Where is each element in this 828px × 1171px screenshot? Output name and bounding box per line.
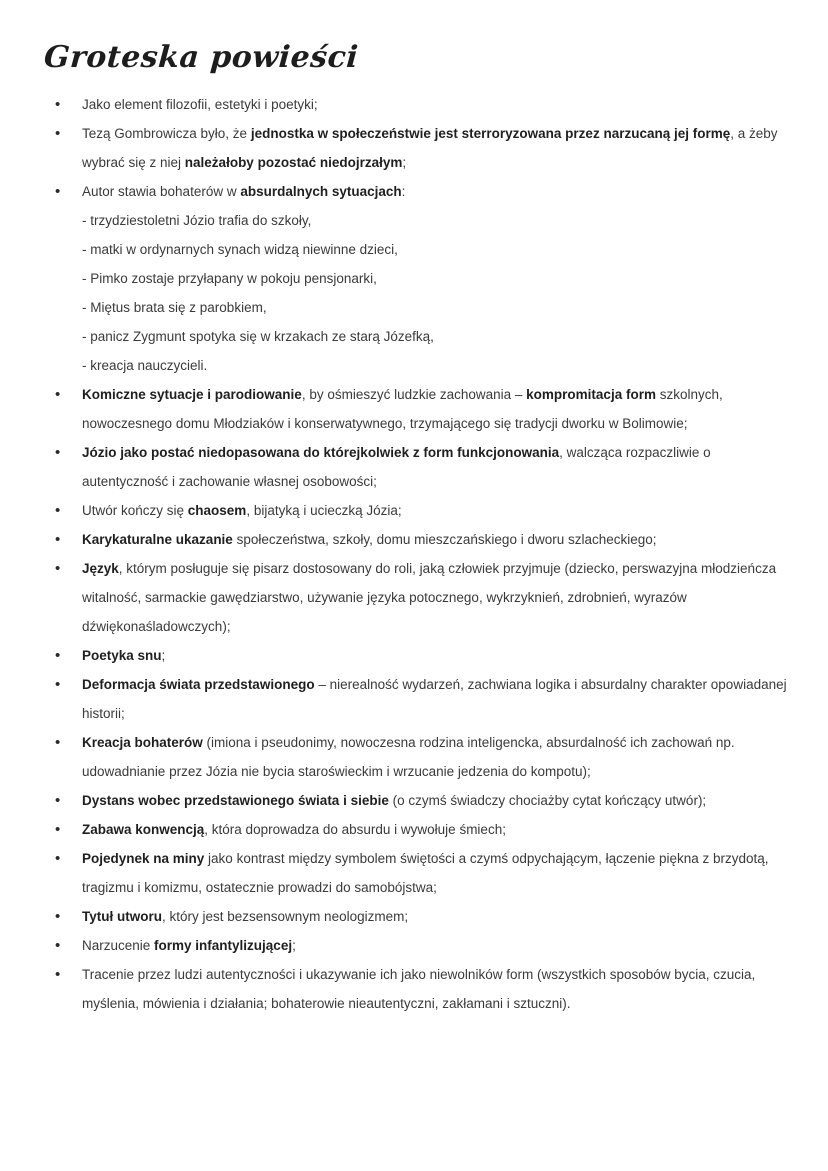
bullet-icon: • — [55, 96, 61, 113]
list-item-text — [82, 496, 800, 525]
list-item-line: Tezą Gombrowicza było, że jednostka w społeczeństwie jest sterroryzowana przez narzucaną jej formę, a żeby wybrać się z niej należałoby pozostać niedojrzałym; — [82, 126, 778, 170]
list-item-line: Narzucenie formy infantylizującej; — [82, 938, 296, 953]
list-item-text — [82, 844, 800, 902]
list-item — [55, 728, 800, 786]
list-item-line: Dystans wobec przedstawionego świata i siebie (o czymś świadczy chociażby cytat kończący utwór); — [82, 793, 707, 808]
list-item-line: Komiczne sytuacje i parodiowanie, by ośmieszyć ludzkie zachowania – kompromitacja form szkolnych, nowoczesnego domu Młodziaków i konserwatywnego, trzymającego się tradycji dworku w Bolimowie; — [82, 387, 723, 431]
list-item-line: Kreacja bohaterów (imiona i pseudonimy, nowoczesna rodzina inteligencka, absurdalność ich zachowań np. udowadnianie przez Józia nie bycia staroświeckim i wrzucanie jedzenia do kompotu); — [82, 735, 735, 779]
bullet-icon: • — [55, 850, 61, 867]
bullet-icon: • — [55, 734, 61, 751]
bullet-icon: • — [55, 183, 61, 200]
page-title: Groteska powieści — [42, 40, 360, 75]
list-item-text — [82, 119, 800, 177]
list-item — [55, 815, 800, 844]
list-item — [55, 380, 800, 438]
list-item-line: Jako element filozofii, estetyki i poetyki; — [82, 97, 318, 112]
list-item-line: Zabawa konwencją, która doprowadza do absurdu i wywołuje śmiech; — [82, 822, 506, 837]
bullet-icon: • — [55, 792, 61, 809]
list-item-text — [82, 960, 800, 1018]
list-item-text — [82, 670, 800, 728]
list-item-text — [82, 438, 800, 496]
list-item — [55, 438, 800, 496]
list-item — [55, 554, 800, 641]
list-item — [55, 670, 800, 728]
list-item-text — [82, 177, 800, 380]
list-item-line: Poetyka snu; — [82, 648, 166, 663]
bullet-list — [55, 90, 800, 1018]
list-item — [55, 844, 800, 902]
list-subitem: - Pimko zostaje przyłapany w pokoju pensjonarki, — [82, 271, 377, 286]
bullet-icon: • — [55, 676, 61, 693]
list-item — [55, 119, 800, 177]
list-item-text — [82, 786, 800, 815]
list-item — [55, 931, 800, 960]
list-subitem: - panicz Zygmunt spotyka się w krzakach ze starą Józefką, — [82, 329, 434, 344]
list-subitem: - Miętus brata się z parobkiem, — [82, 300, 267, 315]
list-item-line: Autor stawia bohaterów w absurdalnych sytuacjach: — [82, 184, 406, 199]
bullet-icon: • — [55, 386, 61, 403]
list-item-line: Język, którym posługuje się pisarz dostosowany do roli, jaką człowiek przyjmuje (dziecko, perswazyjna młodzieńcza witalność, sarmackie gawędziarstwo, używanie języka potocznego, wykrzyknień, zdrobnień, wyrazów dźwiękonaśladowczych); — [82, 561, 777, 634]
bullet-icon: • — [55, 647, 61, 664]
bullet-icon: • — [55, 821, 61, 838]
list-item-text — [82, 641, 800, 670]
bullet-icon: • — [55, 502, 61, 519]
list-subitem: - kreacja nauczycieli. — [82, 358, 208, 373]
list-item-line: Pojedynek na miny jako kontrast między symbolem świętości a czymś odpychającym, łączenie piękna z brzydotą, tragizmu i komizmu, ostatecznie prowadzi do samobójstwa; — [82, 851, 769, 895]
list-item — [55, 902, 800, 931]
list-item-line: Józio jako postać niedopasowana do którejkolwiek z form funkcjonowania, walcząca rozpaczliwie o autentyczność i zachowanie własnej osobowości; — [82, 445, 711, 489]
list-item-line: Utwór kończy się chaosem, bijatyką i ucieczką Józia; — [82, 503, 402, 518]
list-item-text — [82, 380, 800, 438]
list-item-line: Deformacja świata przedstawionego – nierealność wydarzeń, zachwiana logika i absurdalny charakter opowiadanej historii; — [82, 677, 787, 721]
list-item — [55, 90, 800, 119]
bullet-icon: • — [55, 531, 61, 548]
list-item-line: Tracenie przez ludzi autentyczności i ukazywanie ich jako niewolników form (wszystkich sposobów bycia, czucia, myślenia, mówienia i działania; bohaterowie nieautentyczni, zakłamani i sztuczni). — [82, 967, 756, 1011]
bullet-icon: • — [55, 444, 61, 461]
list-subitem: - trzydziestoletni Józio trafia do szkoły, — [82, 213, 312, 228]
list-item-text — [82, 525, 800, 554]
list-item-text — [82, 90, 800, 119]
list-item-text — [82, 554, 800, 641]
list-item — [55, 641, 800, 670]
bullet-icon: • — [55, 908, 61, 925]
bullet-icon: • — [55, 560, 61, 577]
list-item-text — [82, 815, 800, 844]
list-item-text — [82, 728, 800, 786]
list-item-line: Tytuł utworu, który jest bezsensownym neologizmem; — [82, 909, 409, 924]
list-item — [55, 786, 800, 815]
list-item — [55, 177, 800, 380]
bullet-icon: • — [55, 937, 61, 954]
list-subitem: - matki w ordynarnych synach widzą niewinne dzieci, — [82, 242, 398, 257]
list-item-line: Karykaturalne ukazanie społeczeństwa, szkoły, domu mieszczańskiego i dworu szlacheckiego; — [82, 532, 657, 547]
list-item-text — [82, 902, 800, 931]
list-item — [55, 960, 800, 1018]
list-item — [55, 496, 800, 525]
bullet-icon: • — [55, 125, 61, 142]
list-item-text — [82, 931, 800, 960]
bullet-icon: • — [55, 966, 61, 983]
list-item — [55, 525, 800, 554]
